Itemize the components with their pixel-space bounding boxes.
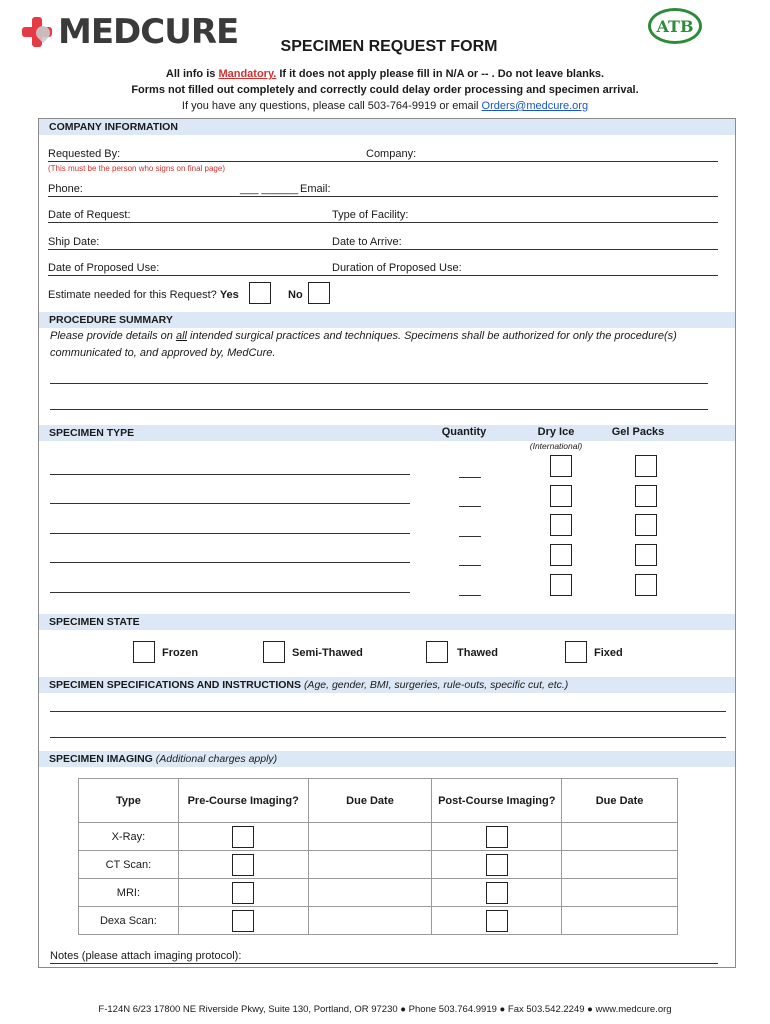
brand-name: MEDCURE <box>58 12 239 52</box>
fixed-checkbox[interactable] <box>565 641 587 663</box>
due-date-cell[interactable] <box>562 879 678 907</box>
due-date-cell[interactable] <box>308 823 432 851</box>
post-course-checkbox[interactable] <box>486 854 508 876</box>
quantity-header: Quantity <box>441 426 487 438</box>
estimate-yes-checkbox[interactable] <box>249 282 271 304</box>
imaging-type-label: X-Ray: <box>79 823 179 851</box>
requested-by-hint: (This must be the person who signs on final page) <box>48 164 225 173</box>
specifications-line-1[interactable] <box>50 711 726 712</box>
specimen-type-line[interactable] <box>50 562 410 563</box>
thawed-label: Thawed <box>457 647 498 659</box>
seal-text: ATB <box>656 16 694 36</box>
pre-course-cell <box>178 851 308 879</box>
intro-text: If it does not apply please fill in N/A or -- . Do not leave blanks. <box>276 68 605 80</box>
intro-line-2: Forms not filled out completely and correctly could delay order processing and specimen arrival. <box>131 84 639 96</box>
procedure-line-2[interactable] <box>50 409 708 410</box>
gel-packs-checkbox[interactable] <box>635 485 657 507</box>
type-header: Type <box>79 779 179 823</box>
pre-course-header: Pre-Course Imaging? <box>178 779 308 823</box>
proposed-use-label: Date of Proposed Use: <box>48 262 160 274</box>
gel-packs-checkbox[interactable] <box>635 574 657 596</box>
procedure-text: Please provide details on <box>50 330 176 342</box>
section-header-procedure: PROCEDURE SUMMARY <box>39 312 735 328</box>
mandatory-text: Mandatory. <box>218 68 277 80</box>
due-date-cell[interactable] <box>562 907 678 935</box>
yes-label: Yes <box>219 289 239 301</box>
contact-text: If you have any questions, please call 503-764-9919 or email <box>181 100 482 112</box>
specifications-note: (Age, gender, BMI, surgeries, rule-outs, specific cut, etc.) <box>303 679 569 691</box>
no-label: No <box>288 289 303 301</box>
facility-type-label: Type of Facility: <box>332 209 409 221</box>
notes-field[interactable] <box>50 963 718 964</box>
email-link[interactable]: Orders@medcure.org <box>481 100 589 112</box>
dry-ice-checkbox[interactable] <box>550 455 572 477</box>
due-date-header: Due Date <box>308 779 432 823</box>
post-course-cell <box>432 823 562 851</box>
section-header-specimen-state: SPECIMEN STATE <box>39 614 735 630</box>
ship-arrive-field[interactable] <box>48 249 718 250</box>
intro-text: All info is <box>165 68 219 80</box>
table-row <box>79 851 678 879</box>
quantity-field[interactable] <box>459 477 481 478</box>
notes-label: Notes (please attach imaging protocol): <box>50 950 242 962</box>
proposed-use-field[interactable] <box>48 275 718 276</box>
specimen-type-line[interactable] <box>50 592 410 593</box>
section-header-imaging <box>39 751 735 767</box>
due-date-cell[interactable] <box>562 823 678 851</box>
estimate-label <box>48 289 239 301</box>
dry-ice-subheader: (International) <box>529 441 583 451</box>
quantity-field[interactable] <box>459 536 481 537</box>
post-course-checkbox[interactable] <box>486 826 508 848</box>
gel-packs-checkbox[interactable] <box>635 544 657 566</box>
specimen-type-line[interactable] <box>50 533 410 534</box>
dry-ice-checkbox[interactable] <box>550 574 572 596</box>
specimen-type-line[interactable] <box>50 474 410 475</box>
estimate-no-checkbox[interactable] <box>308 282 330 304</box>
imaging-note: (Additional charges apply) <box>155 753 278 765</box>
imaging-header-row <box>79 779 678 823</box>
gel-packs-checkbox[interactable] <box>635 455 657 477</box>
requested-by-field[interactable] <box>48 161 718 162</box>
pre-course-checkbox[interactable] <box>232 910 254 932</box>
table-row <box>79 879 678 907</box>
dry-ice-checkbox[interactable] <box>550 485 572 507</box>
semi-thawed-checkbox[interactable] <box>263 641 285 663</box>
table-row <box>79 823 678 851</box>
pre-course-checkbox[interactable] <box>232 882 254 904</box>
procedure-emphasis: all <box>175 330 187 342</box>
post-course-header: Post-Course Imaging? <box>432 779 562 823</box>
imaging-title: SPECIMEN IMAGING <box>49 753 153 765</box>
imaging-type-label: Dexa Scan: <box>79 907 179 935</box>
gel-packs-header: Gel Packs <box>611 426 665 438</box>
post-course-cell <box>432 907 562 935</box>
quantity-field[interactable] <box>459 565 481 566</box>
procedure-line-1[interactable] <box>50 383 708 384</box>
phone-blank: ___ ______ <box>240 183 299 195</box>
section-header-company: COMPANY INFORMATION <box>39 119 735 135</box>
imaging-table <box>78 778 678 935</box>
quantity-field[interactable] <box>459 595 481 596</box>
date-of-request-label: Date of Request: <box>48 209 131 221</box>
intro-line-3 <box>0 100 770 112</box>
request-facility-field[interactable] <box>48 222 718 223</box>
pre-course-checkbox[interactable] <box>232 854 254 876</box>
page-title: SPECIMEN REQUEST FORM <box>280 38 498 55</box>
post-course-cell <box>432 851 562 879</box>
imaging-type-label: CT Scan: <box>79 851 179 879</box>
requested-by-label: Requested By: <box>48 148 121 160</box>
section-header-specimen-type: SPECIMEN TYPE <box>39 425 735 441</box>
duration-label: Duration of Proposed Use: <box>332 262 462 274</box>
specifications-line-2[interactable] <box>50 737 726 738</box>
frozen-label: Frozen <box>162 647 199 659</box>
dry-ice-header: Dry Ice <box>537 426 575 438</box>
procedure-text: intended surgical practices and techniques. Specimens shall be authorized for only the procedure(s) communicated to, and approved by, MedCure. <box>50 330 677 359</box>
ship-date-label: Ship Date: <box>48 236 100 248</box>
post-course-checkbox[interactable] <box>486 882 508 904</box>
section-header-specifications <box>39 677 735 693</box>
dry-ice-checkbox[interactable] <box>550 544 572 566</box>
phone-label: Phone: <box>48 183 83 195</box>
footer-address: F-124N 6/23 17800 NE Riverside Pkwy, Suite 130, Portland, OR 97230 ● Phone 503.764.9919 ● Fax 503.542.2249 ● www.medcure.org <box>98 1004 672 1015</box>
pre-course-cell <box>178 879 308 907</box>
pre-course-cell <box>178 907 308 935</box>
estimate-question: Estimate needed for this Request? <box>48 289 217 301</box>
quantity-field[interactable] <box>459 506 481 507</box>
dry-ice-checkbox[interactable] <box>550 514 572 536</box>
frozen-checkbox[interactable] <box>133 641 155 663</box>
due-date-cell[interactable] <box>562 851 678 879</box>
date-to-arrive-label: Date to Arrive: <box>332 236 402 248</box>
procedure-instructions <box>50 328 720 362</box>
post-course-checkbox[interactable] <box>486 910 508 932</box>
thawed-checkbox[interactable] <box>426 641 448 663</box>
due-date-header: Due Date <box>562 779 678 823</box>
phone-email-field[interactable] <box>48 196 718 197</box>
post-course-cell <box>432 879 562 907</box>
imaging-type-label: MRI: <box>79 879 179 907</box>
specimen-type-line[interactable] <box>50 503 410 504</box>
gel-packs-checkbox[interactable] <box>635 514 657 536</box>
email-label: Email: <box>300 183 331 195</box>
table-row <box>79 907 678 935</box>
due-date-cell[interactable] <box>308 879 432 907</box>
due-date-cell[interactable] <box>308 907 432 935</box>
due-date-cell[interactable] <box>308 851 432 879</box>
semi-thawed-label: Semi-Thawed <box>292 647 363 659</box>
intro-line-1 <box>0 68 770 80</box>
company-label: Company: <box>366 148 417 160</box>
pre-course-checkbox[interactable] <box>232 826 254 848</box>
specifications-title: SPECIMEN SPECIFICATIONS AND INSTRUCTIONS <box>49 679 302 691</box>
pre-course-cell <box>178 823 308 851</box>
fixed-label: Fixed <box>594 647 623 659</box>
